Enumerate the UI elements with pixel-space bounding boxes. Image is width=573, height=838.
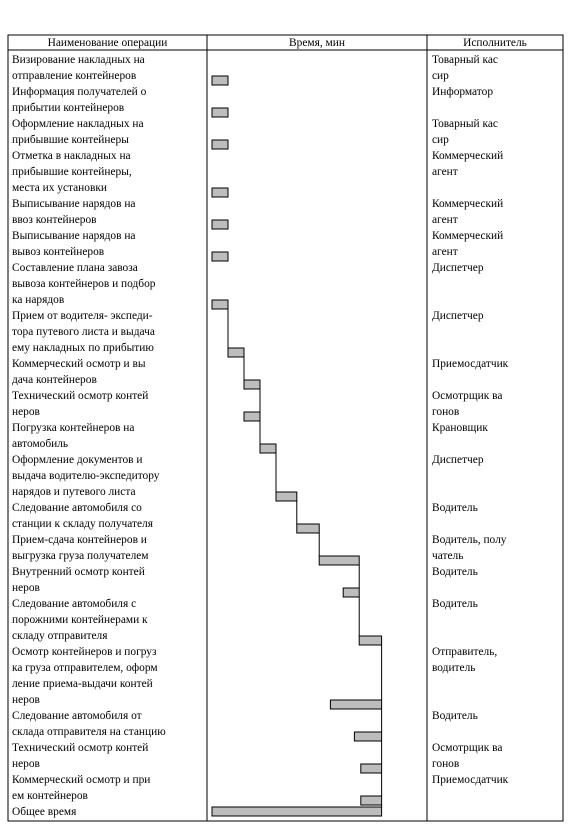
operation-name-line: неров bbox=[12, 582, 40, 594]
gantt-bar bbox=[212, 108, 228, 117]
executor-line: Водитель bbox=[432, 566, 478, 578]
operation-name-line: неров bbox=[12, 758, 40, 770]
gantt-bar bbox=[212, 140, 228, 149]
header-executor: Исполнитель bbox=[463, 37, 527, 49]
operation-name-line: Оформление накладных на bbox=[12, 118, 144, 130]
executor-line: сир bbox=[432, 70, 449, 82]
gantt-bar bbox=[212, 188, 228, 197]
operation-name-line: Прием-сдача контейнеров и bbox=[12, 534, 147, 546]
executor-line: Коммерческий bbox=[432, 150, 504, 162]
executor-line: Коммерческий bbox=[432, 198, 504, 210]
gantt-bar bbox=[343, 588, 359, 597]
operation-name-line: Технический осмотр контей bbox=[12, 390, 149, 402]
executor-line: агент bbox=[432, 214, 458, 226]
gantt-bar bbox=[354, 732, 381, 741]
gantt-bar bbox=[319, 556, 359, 565]
operation-name-line: дача контейнеров bbox=[12, 374, 97, 386]
executor-line: Диспетчер bbox=[432, 454, 484, 466]
operation-name-line: Общее время bbox=[12, 806, 77, 818]
executor-line: Коммерческий bbox=[432, 230, 504, 242]
operation-name-line: тора путевого листа и выдача bbox=[12, 326, 155, 338]
operation-name-line: Оформление документов и bbox=[12, 454, 143, 466]
executor-line: Отправитель, bbox=[432, 646, 498, 658]
operation-name-line: Выписывание нарядов на bbox=[12, 230, 136, 242]
executor-line: Товарный кас bbox=[432, 118, 498, 130]
operation-name-line: прибывшие контейнеры, bbox=[12, 166, 132, 178]
operation-name-line: станции к складу получателя bbox=[12, 518, 153, 530]
gantt-bar bbox=[330, 700, 381, 709]
executor-line: Водитель bbox=[432, 598, 478, 610]
gantt-bar bbox=[359, 636, 381, 645]
operation-name-line: Погрузка контейнеров на bbox=[12, 422, 135, 434]
executor-line: сир bbox=[432, 134, 449, 146]
gantt-bar bbox=[244, 412, 260, 421]
operation-name-line: неров bbox=[12, 406, 40, 418]
operation-name-line: ем контейнеров bbox=[12, 790, 88, 802]
gantt-bar bbox=[212, 220, 228, 229]
executor-line: гонов bbox=[432, 406, 460, 418]
gantt-bar bbox=[361, 764, 382, 773]
executor-line: Водитель bbox=[432, 710, 478, 722]
operation-name-line: Информация получателей о bbox=[12, 86, 147, 98]
operation-name-line: Прием от водителя- экспеди- bbox=[12, 310, 153, 322]
operation-name-line: Визирование накладных на bbox=[12, 54, 145, 66]
operation-name-line: ввоз контейнеров bbox=[12, 214, 97, 226]
operation-name-line: Осмотр контейнеров и погруз bbox=[12, 646, 157, 658]
operation-name-line: Внутренний осмотр контей bbox=[12, 566, 145, 578]
executor-line: Крановщик bbox=[432, 422, 488, 434]
operation-name-line: ка нарядов bbox=[12, 294, 65, 306]
gantt-bar bbox=[260, 444, 276, 453]
operation-name-line: Отметка в накладных на bbox=[12, 150, 131, 162]
executor-line: Водитель bbox=[432, 502, 478, 514]
gantt-bar bbox=[297, 524, 319, 533]
operation-name-line: прибывшие контейнеры bbox=[12, 134, 129, 146]
operation-name-line: выдача водителю-экспедитору bbox=[12, 470, 160, 482]
gantt-bar bbox=[212, 807, 382, 816]
operation-name-line: ка груза отправителем, оформ bbox=[12, 662, 158, 674]
operation-name-line: Коммерческий осмотр и вы bbox=[12, 358, 146, 370]
operation-name-line: автомобиль bbox=[12, 438, 69, 450]
executor-line: Информатор bbox=[432, 86, 494, 98]
operation-name-line: неров bbox=[12, 694, 40, 706]
executor-line: чатель bbox=[432, 550, 464, 562]
executor-line: Осмотрщик ва bbox=[432, 742, 503, 754]
gantt-bar bbox=[361, 796, 382, 805]
operation-name-line: вывоза контейнеров и подбор bbox=[12, 278, 156, 290]
executor-line: Осмотрщик ва bbox=[432, 390, 503, 402]
executor-line: Товарный кас bbox=[432, 54, 498, 66]
executor-line: агент bbox=[432, 246, 458, 258]
gantt-bar bbox=[228, 348, 244, 357]
executor-line: Диспетчер bbox=[432, 310, 484, 322]
executor-line: Приемосдатчик bbox=[432, 358, 509, 370]
operation-name-line: Следование автомобиля от bbox=[12, 710, 142, 722]
operation-name-line: Выписывание нарядов на bbox=[12, 198, 136, 210]
operation-name-line: Технический осмотр контей bbox=[12, 742, 149, 754]
executor-line: Приемосдатчик bbox=[432, 774, 509, 786]
operation-name-line: Коммерческий осмотр и при bbox=[12, 774, 151, 786]
operation-name-line: места их установки bbox=[12, 182, 107, 194]
operation-name-line: склада отправителя на станцию bbox=[12, 726, 166, 738]
operation-name-line: нарядов и путевого листа bbox=[12, 486, 136, 498]
executor-line: гонов bbox=[432, 758, 460, 770]
executor-line: Диспетчер bbox=[432, 262, 484, 274]
operation-name-line: Следование автомобиля с bbox=[12, 598, 137, 610]
header-operation: Наименование операции bbox=[47, 37, 168, 49]
executor-line: агент bbox=[432, 166, 458, 178]
gantt-bar bbox=[212, 76, 228, 85]
executor-line: водитель bbox=[432, 662, 476, 674]
operation-name-line: порожними контейнерами к bbox=[12, 614, 148, 626]
operation-name-line: выгрузка груза получателем bbox=[12, 550, 149, 562]
gantt-bar bbox=[244, 380, 260, 389]
executor-line: Водитель, полу bbox=[432, 534, 507, 546]
operation-name-line: ему накладных по прибытию bbox=[12, 342, 154, 354]
operation-name-line: вывоз контейнеров bbox=[12, 246, 105, 258]
operation-name-line: Составление плана завоза bbox=[12, 262, 138, 274]
operation-name-line: складу отправителя bbox=[12, 630, 108, 642]
operation-name-line: Следование автомобиля со bbox=[12, 502, 142, 514]
operation-name-line: ление приема-выдачи контей bbox=[12, 678, 153, 690]
header-time: Время, мин bbox=[289, 37, 345, 49]
gantt-bar bbox=[212, 252, 228, 261]
operation-name-line: прибытии контейнеров bbox=[12, 102, 125, 114]
gantt-bar bbox=[212, 300, 228, 309]
gantt-bar bbox=[276, 492, 297, 501]
operation-name-line: отправление контейнеров bbox=[12, 70, 137, 82]
